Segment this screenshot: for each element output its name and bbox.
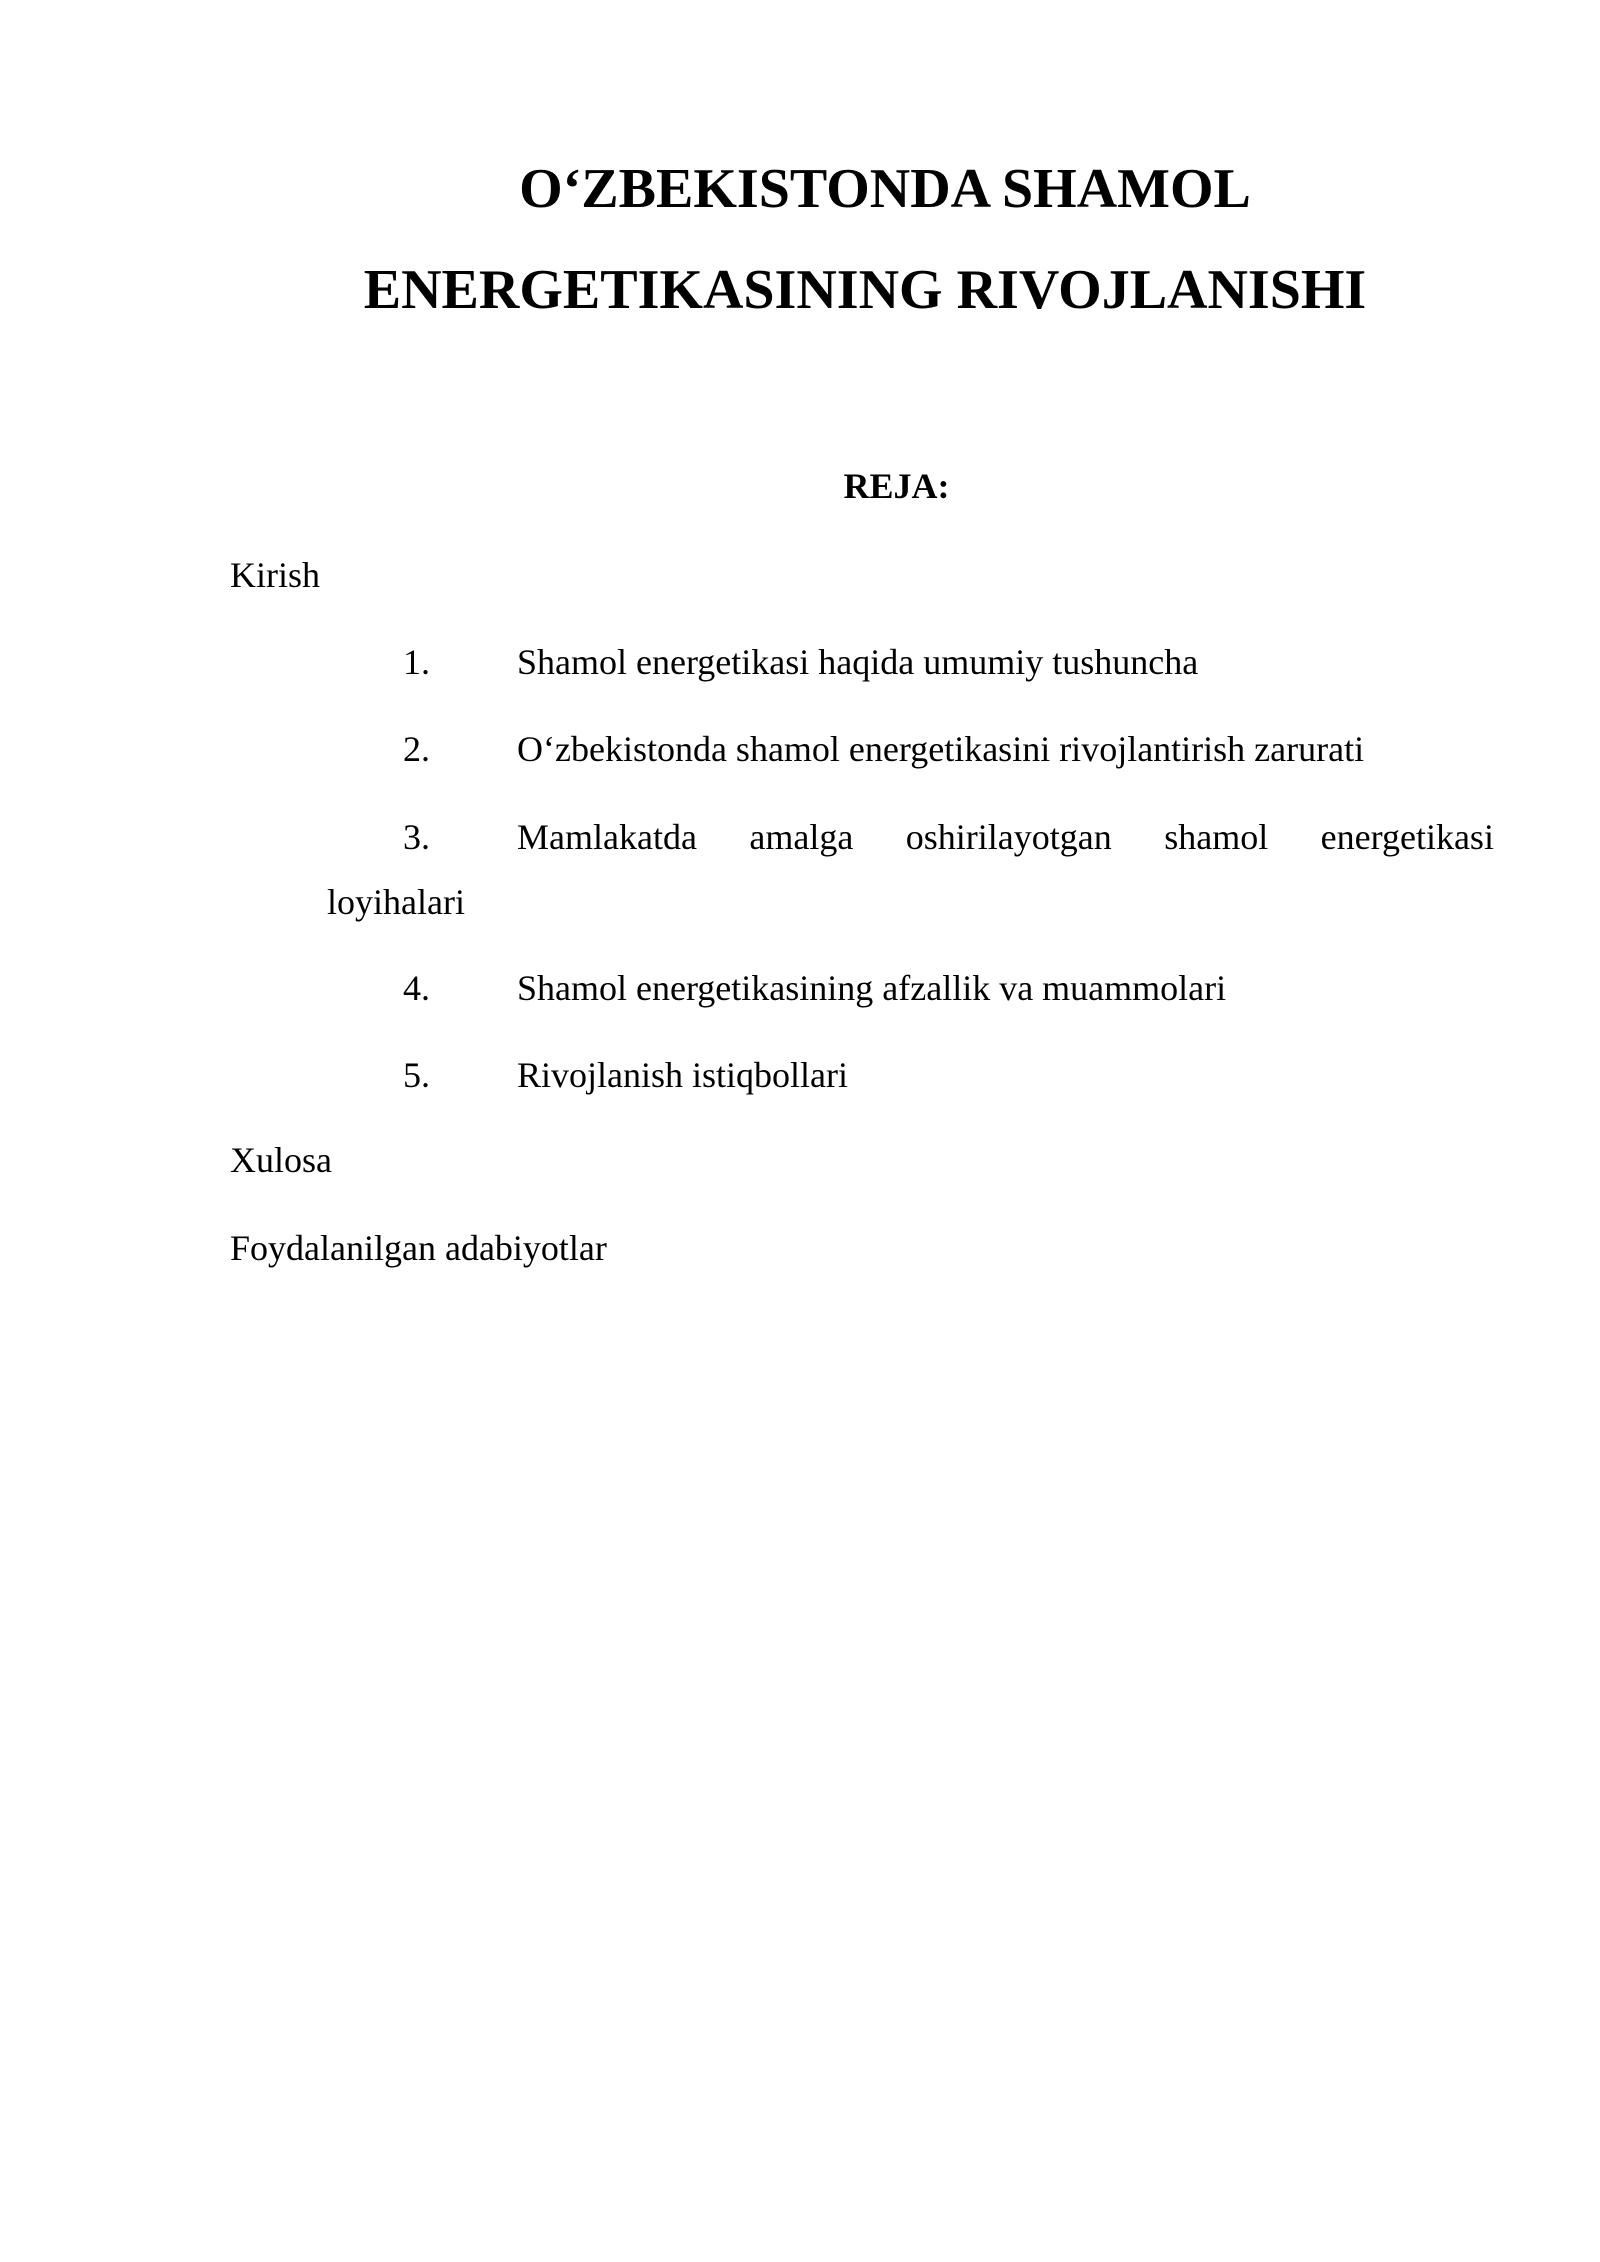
plan-intro: Kirish [230, 555, 320, 595]
list-item-word: energetikasi [1320, 817, 1494, 857]
list-item-continuation: loyihalari [327, 882, 465, 922]
document-title-line-1: O‘ZBEKISTONDA SHAMOL [519, 158, 1251, 220]
list-item-text: Shamol energetikasi haqida umumiy tushuncha [517, 642, 1199, 682]
document-title-line-2: ENERGETIKASINING RIVOJLANISHI [363, 259, 1367, 321]
list-item-number: 1. [403, 642, 430, 682]
list-item-number: 5. [403, 1055, 430, 1095]
plan-references: Foydalanilgan adabiyotlar [230, 1228, 607, 1268]
list-item-text: Shamol energetikasining afzallik va muammolari [517, 968, 1227, 1008]
list-item-number: 3. [403, 817, 430, 857]
list-item-word: oshirilayotgan [905, 817, 1112, 857]
list-item-word: amalga [749, 817, 854, 857]
list-item-text: O‘zbekistonda shamol energetikasini rivojlantirish zarurati [517, 729, 1365, 769]
plan-heading: REJA: [843, 466, 950, 506]
list-item-text: Rivojlanish istiqbollari [517, 1055, 848, 1095]
list-item-text [517, 819, 1494, 855]
list-item-number: 2. [403, 729, 430, 769]
list-item-word: shamol [1164, 817, 1269, 857]
list-item-number: 4. [403, 968, 430, 1008]
list-item-word: Mamlakatda [517, 817, 697, 857]
plan-conclusion: Xulosa [230, 1140, 332, 1180]
